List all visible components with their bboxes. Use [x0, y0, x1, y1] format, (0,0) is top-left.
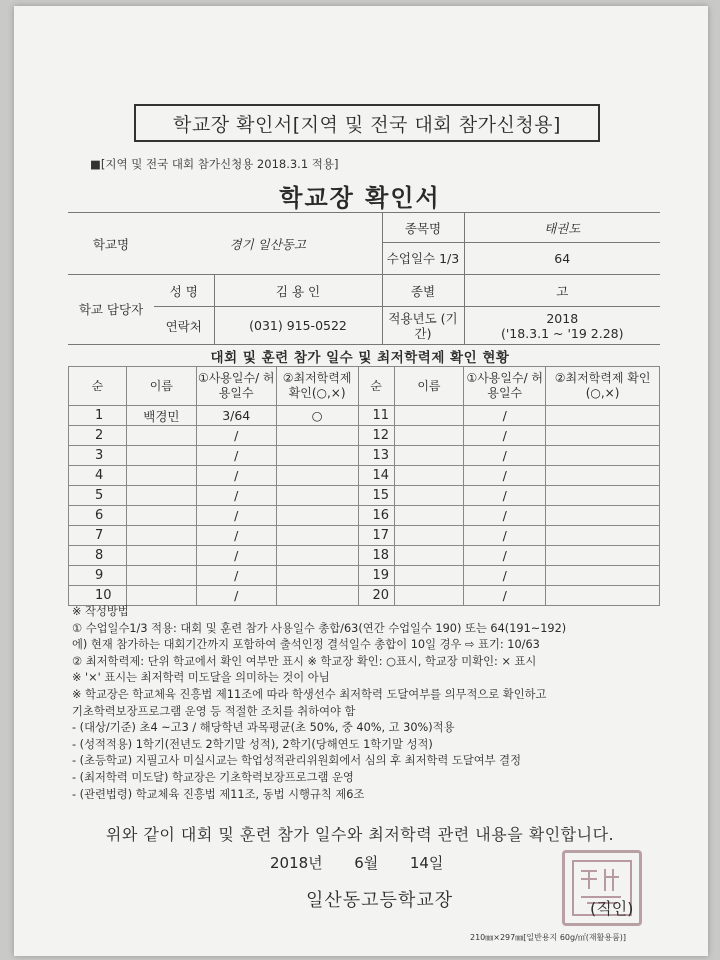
- class-days-label: 수업일수 1/3: [382, 243, 464, 275]
- row-check: [546, 586, 660, 606]
- row-days: /: [464, 566, 546, 586]
- school-info-table: [68, 212, 660, 345]
- row-check: [276, 426, 358, 446]
- row-days: /: [464, 486, 546, 506]
- col-name-header: 이름: [126, 367, 196, 406]
- note-line: ① 수업일수1/3 적용: 대회 및 훈련 참가 사용일수 총합/63(연간 수업일수 190) 또는 64(191~192): [72, 621, 567, 635]
- row-days: /: [196, 466, 276, 486]
- row-check: [276, 446, 358, 466]
- table-row: [69, 486, 660, 506]
- row-name: [394, 566, 464, 586]
- row-days: /: [464, 406, 546, 426]
- row-days: /: [196, 566, 276, 586]
- division-label: 종별: [382, 275, 464, 307]
- row-check: [276, 526, 358, 546]
- table-row: [69, 446, 660, 466]
- row-check: [276, 486, 358, 506]
- note-line: ※ '×' 표시는 최저학력 미도달을 의미하는 것이 아님: [72, 671, 330, 685]
- event-value: 태권도: [464, 213, 660, 243]
- row-days: /: [196, 486, 276, 506]
- row-name: [394, 546, 464, 566]
- row-name: [126, 426, 196, 446]
- row-name: [126, 466, 196, 486]
- row-num: 12: [358, 426, 394, 446]
- document-subtitle: ■[지역 및 전국 대회 참가신청용 2018.3.1 적용]: [90, 157, 339, 171]
- participation-table: [68, 366, 660, 606]
- col-check-header-2: ②최저학력제 확인(○,×): [546, 367, 660, 406]
- confirmation-statement: 위와 같이 대회 및 훈련 참가 일수와 최저학력 관련 내용을 확인합니다.: [105, 825, 615, 844]
- row-check: [546, 406, 660, 426]
- event-label: 종목명: [382, 213, 464, 243]
- row-days: /: [196, 546, 276, 566]
- school-name-value: 경기 일산동고: [154, 213, 382, 275]
- row-name: [126, 546, 196, 566]
- note-line: ※ 작성방법: [72, 605, 129, 618]
- apply-year-cell: [464, 307, 660, 345]
- row-name: [126, 506, 196, 526]
- contact-value: (031) 915-0522: [214, 307, 382, 345]
- row-num: 11: [358, 406, 394, 426]
- page-title: 학교장 확인서: [279, 184, 441, 212]
- row-name: [394, 526, 464, 546]
- row-num: 6: [69, 506, 127, 526]
- col-num-header-2: 순: [358, 367, 394, 406]
- row-num: 19: [358, 566, 394, 586]
- row-check: [546, 466, 660, 486]
- row-num: 8: [69, 546, 127, 566]
- note-line: - (성적적용) 1학기(전년도 2학기말 성적), 2학기(당해연도 1학기말 성적): [72, 737, 433, 751]
- row-check: [546, 486, 660, 506]
- table-row: [69, 406, 660, 426]
- row-days: /: [464, 426, 546, 446]
- apply-period-value: ('18.3.1 ~ '19 2.28): [500, 325, 624, 341]
- row-check: [276, 586, 358, 606]
- division-value: 고: [464, 275, 660, 307]
- row-days: /: [196, 526, 276, 546]
- row-check: [276, 546, 358, 566]
- row-num: 9: [69, 566, 127, 586]
- row-days: 3/64: [196, 406, 276, 426]
- apply-year-label: 적용년도 (기간): [382, 307, 464, 345]
- row-name: [394, 486, 464, 506]
- note-line: - (대상/기준) 초4 ~고3 / 해당학년 과목평균(초 50%, 중 40%, 고 30%)적용: [72, 721, 455, 735]
- date-year: 2018년: [270, 854, 323, 872]
- row-days: /: [196, 426, 276, 446]
- row-num: 15: [358, 486, 394, 506]
- table-row: [69, 586, 660, 606]
- row-check: [276, 506, 358, 526]
- contact-label: 연락처: [154, 307, 214, 345]
- date-day: 14일: [409, 854, 444, 872]
- row-name: [394, 446, 464, 466]
- document-header-title: 학교장 확인서[지역 및 전국 대회 참가신청용]: [134, 104, 600, 142]
- table-row: [69, 506, 660, 526]
- note-line: - (초등학교) 지필고사 미실시교는 학업성적관리위원회에서 심의 후 최저학력 도달여부 결정: [72, 754, 521, 768]
- row-name: [126, 526, 196, 546]
- participation-section-title: 대회 및 훈련 참가 일수 및 최저학력제 확인 현황: [210, 350, 510, 366]
- row-num: 20: [358, 586, 394, 606]
- row-days: /: [464, 446, 546, 466]
- class-days-value: 64: [464, 243, 660, 275]
- row-num: 5: [69, 486, 127, 506]
- col-num-header: 순: [69, 367, 127, 406]
- row-name: [126, 486, 196, 506]
- table-row: [69, 566, 660, 586]
- row-days: /: [464, 506, 546, 526]
- row-num: 2: [69, 426, 127, 446]
- row-days: /: [464, 466, 546, 486]
- row-num: 10: [69, 586, 127, 606]
- table-row: [69, 526, 660, 546]
- row-name: [394, 466, 464, 486]
- row-name: [394, 586, 464, 606]
- col-check-header: ②최저학력제 확인(○,×): [276, 367, 358, 406]
- row-num: 13: [358, 446, 394, 466]
- col-days-header: ①사용일수/ 허용일수: [196, 367, 276, 406]
- table-row: [69, 426, 660, 446]
- teacher-name-value: 김 용 인: [214, 275, 382, 307]
- row-num: 14: [358, 466, 394, 486]
- row-name: [394, 406, 464, 426]
- row-days: /: [464, 586, 546, 606]
- seal-label: (직인): [590, 899, 634, 918]
- teacher-label: 학교 담당자: [68, 275, 154, 345]
- row-check: [546, 546, 660, 566]
- col-days-header-2: ①사용일수/ 허용일수: [464, 367, 546, 406]
- row-num: 17: [358, 526, 394, 546]
- row-days: /: [464, 546, 546, 566]
- table-header-row: [69, 367, 660, 406]
- paper-spec-footer: 210㎜×297㎜[일반용지 60g/㎡(재활용품)]: [470, 933, 627, 942]
- row-check: [276, 566, 358, 586]
- row-check: [546, 426, 660, 446]
- row-days: /: [196, 446, 276, 466]
- issue-date: [270, 852, 443, 873]
- table-row: [69, 466, 660, 486]
- row-check: ○: [276, 406, 358, 426]
- teacher-name-label: 성 명: [154, 275, 214, 307]
- note-line: 에) 현재 참가하는 대회기간까지 포함하여 출석인정 결석일수 총합이 10일 경우 ⇨ 표기: 10/63: [72, 638, 540, 652]
- row-name: 백경민: [126, 406, 196, 426]
- row-num: 4: [69, 466, 127, 486]
- note-line: ※ 학교장은 학교체육 진흥법 제11조에 따라 학생선수 최저학력 도달여부를 의무적으로 확인하고: [72, 687, 547, 701]
- row-check: [276, 466, 358, 486]
- row-check: [546, 446, 660, 466]
- row-name: [126, 446, 196, 466]
- row-days: /: [196, 586, 276, 606]
- row-check: [546, 566, 660, 586]
- row-num: 3: [69, 446, 127, 466]
- note-line: - (최저학력 미도달) 학교장은 기초학력보장프로그램 운영: [72, 770, 354, 784]
- school-name-label: 학교명: [68, 213, 154, 275]
- principal-signature-name: 일산동고등학교장: [306, 890, 454, 911]
- row-check: [546, 506, 660, 526]
- note-line: ② 최저학력제: 단위 학교에서 확인 여부만 표시 ※ 학교장 확인: ○표시, 학교장 미확인: × 표시: [72, 654, 537, 668]
- col-name-header-2: 이름: [394, 367, 464, 406]
- row-name: [394, 506, 464, 526]
- table-row: [69, 546, 660, 566]
- date-month: 6월: [354, 854, 379, 872]
- row-days: /: [464, 526, 546, 546]
- instructions-notes: [72, 604, 672, 803]
- note-line: - (관련법령) 학교체육 진흥법 제11조, 동법 시행규칙 제6조: [72, 787, 365, 801]
- apply-year-value: 2018: [546, 310, 579, 326]
- row-num: 18: [358, 546, 394, 566]
- row-check: [546, 526, 660, 546]
- row-name: [394, 426, 464, 446]
- row-name: [126, 566, 196, 586]
- row-num: 7: [69, 526, 127, 546]
- row-num: 16: [358, 506, 394, 526]
- row-num: 1: [69, 406, 127, 426]
- row-days: /: [196, 506, 276, 526]
- row-name: [126, 586, 196, 606]
- note-line: 기초학력보장프로그램 운영 등 적절한 조치를 취하여야 함: [72, 704, 356, 718]
